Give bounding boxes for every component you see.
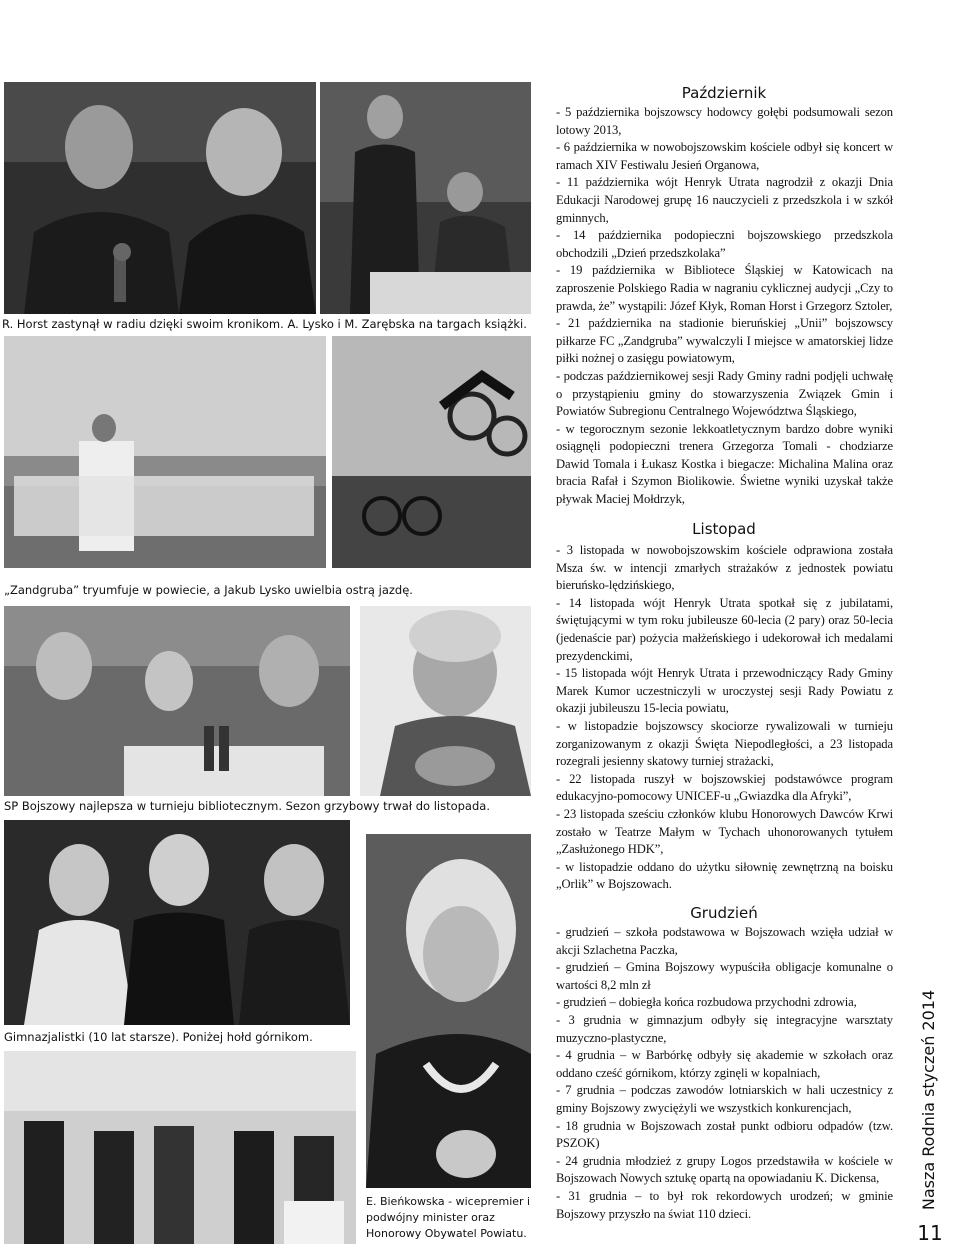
list-item: - w listopadzie oddano do użytku siłownię zewnętrzną na boisku „Orlik” w Bojszowach. xyxy=(556,859,893,892)
photo-miners-tribute xyxy=(4,1051,356,1244)
list-item: - 24 grudnia młodzież z grupy Logos przedstawiła w kościele w Bojszowach Nowych sztukę opartą na opowiadaniu K. Dickensa, xyxy=(556,1153,893,1186)
list-item: - 15 listopada wójt Henryk Utrata i przewodniczący Rady Gminy Marek Kumor uczestniczyli w uroczystej sesji Rady Powiatu z okazji jubileuszu 15-lecia powiatu, xyxy=(556,666,893,716)
photo-bmx-jump xyxy=(332,336,531,568)
photo-book-fair xyxy=(320,82,531,314)
list-item: - 21 października na stadionie bieruńskiej „Unii” bojszowscy piłkarze FC „Zandgruba” wywalczyli I miejsce w amatorskiej lidze piłki nożnej o zasięgu powiatowym, xyxy=(556,316,893,366)
caption-minister: E. Bieńkowska - wicepremier i podwójny minister oraz Honorowy Obywatel Powiatu. xyxy=(366,1195,531,1240)
list-item: - podczas październikowej sesji Rady Gminy radni podjęli uchwałę o przystąpieniu gminy do stowarzyszenia Związek Gmin i Powiatów Subregionu Centralnego Województwa Śląskiego, xyxy=(556,368,893,419)
page-number: 11 xyxy=(917,1221,943,1245)
list-item: - 31 grudnia – to był rok rekordowych urodzeń; w gminie Bojszowy przyszło na świat 110 dzieci. xyxy=(556,1188,893,1221)
list-item: - 11 października wójt Henryk Utrata nagrodził z okazji Dnia Edukacji Narodowej grupę 16 nauczycieli z przedszkola i w szkół gminnych, xyxy=(556,175,893,225)
caption-library-mushrooms: SP Bojszowy najlepsza w turnieju bibliotecznym. Sezon grzybowy trwał do listopada. xyxy=(4,799,490,813)
list-item: - 14 listopada wójt Henryk Utrata spotkał się z jubilatami, świętującymi w tym roku jubileusze 60-lecia (2 pary) oraz 50-lecia (jedenaście par) pożycia małżeńskiego i udekorował ich medalami prezydenckimi, xyxy=(556,595,893,663)
october-list xyxy=(556,104,893,509)
list-item: - 22 listopada ruszył w bojszowskiej podstawówce program edukacyjno-pomocowy UNICEF-u „Gwiazdka dla Afryki”, xyxy=(556,771,893,804)
caption-gymnasium-miners: Gimnazjalistki (10 lat starsze). Poniżej hołd górnikom. xyxy=(4,1030,313,1044)
list-item: - grudzień – Gmina Bojszowy wypuściła obligacje komunalne o wartości 8,2 mln zł xyxy=(556,960,893,992)
list-item: - 23 listopada sześciu członków klubu Honorowych Dawców Krwi zostało w Teatrze Małym w Tychach uhonorowanych tytułem „Zasłużonego HDK”, xyxy=(556,806,893,857)
list-item: - grudzień – szkoła podstawowa w Bojszowach wzięła udział w akcji Szlachetna Paczka, xyxy=(556,925,893,957)
december-list xyxy=(556,924,893,1223)
list-item: - 14 października podopieczni bojszowskiego przedszkola obchodzili „Dzień przedszkolaka” xyxy=(556,228,893,260)
list-item: - 7 grudnia – podczas zawodów lotniarskich w hali uczestnicy z gminy Bojszowy zwyciężyli we wszystkich konkurencjach, xyxy=(556,1083,893,1115)
section-title-november: Listopad xyxy=(692,520,756,538)
list-item: - 3 grudnia w gimnazjum odbyły się integracyjne warsztaty muzyczno-plastyczne, xyxy=(556,1012,893,1045)
photo-radio-interview xyxy=(4,82,316,314)
photo-minister xyxy=(366,834,531,1188)
photo-football-team xyxy=(4,336,326,568)
section-title-december: Grudzień xyxy=(690,904,758,922)
list-item: - 6 października w nowobojszowskim kościele odbył się koncert w ramach XIV Festiwalu Jesień Organowa, xyxy=(556,140,893,172)
caption-football-bmx: „Zandgruba” tryumfuje w powiecie, a Jakub Lysko uwielbia ostrą jazdę. xyxy=(4,583,413,597)
list-item: - 4 grudnia – w Barbórkę odbyły się akademie w szkołach oraz oddano cześć górnikom, którzy zginęli w kopalniach, xyxy=(556,1048,893,1080)
magazine-sidebar xyxy=(906,985,952,1215)
list-item: - 5 października bojszowscy hodowcy gołębi podsumowali sezon lotowy 2013, xyxy=(556,105,893,137)
list-item: - 19 października w Bibliotece Śląskiej w Katowicach na zaproszenie Polskiego Radia w nagraniu cyklicznej audycji „Czy to prawda, że” wystąpili: Józef Kłyk, Roman Horst i Grzegorz Sztoler, xyxy=(556,263,893,313)
november-list xyxy=(556,542,893,894)
photo-gymnasium-girls xyxy=(4,820,350,1025)
section-title-october: Październik xyxy=(681,84,767,102)
magazine-title: Nasza Rodnia styczeń 2014 xyxy=(919,989,938,1211)
list-item: - w listopadzie bojszowscy skociorze rywalizowali w turnieju zorganizowanym z okazji Święta Niepodległości, a 23 listopada rozegrali jesienny skatowy turniej strażacki, xyxy=(556,718,893,769)
list-item: - 18 grudnia w Bojszowach został punkt odbioru odpadów (tzw. PSZOK) xyxy=(556,1118,893,1151)
caption-radio-book-fair: R. Horst zastynął w radiu dzięki swoim kronikom. A. Lysko i M. Zarębska na targach książki. xyxy=(2,317,527,331)
photo-library-tournament xyxy=(4,606,350,796)
photo-mushroom-woman xyxy=(360,606,531,796)
list-item: - w tegorocznym sezonie lekkoatletycznym bardzo dobre wyniki osiągnęli podopieczni trenera Grzegorza Tomali - chodziarze Dawid Tomala i Łukasz Kostka i biegacze: Michalina Malina oraz bracia Rafał i Szymon Biolikowie. Świetne wyniki uzyskał także pływak Maciej Mołdrzyk, xyxy=(556,421,893,507)
list-item: - 3 listopada w nowobojszowskim kościele odprawiona została Msza św. w intencji zmarłych strażaków z jednostek powiatu bieruńsko-lędzińskiego, xyxy=(556,543,893,593)
list-item: - grudzień – dobiegła końca rozbudowa przychodni zdrowia, xyxy=(556,995,857,1010)
